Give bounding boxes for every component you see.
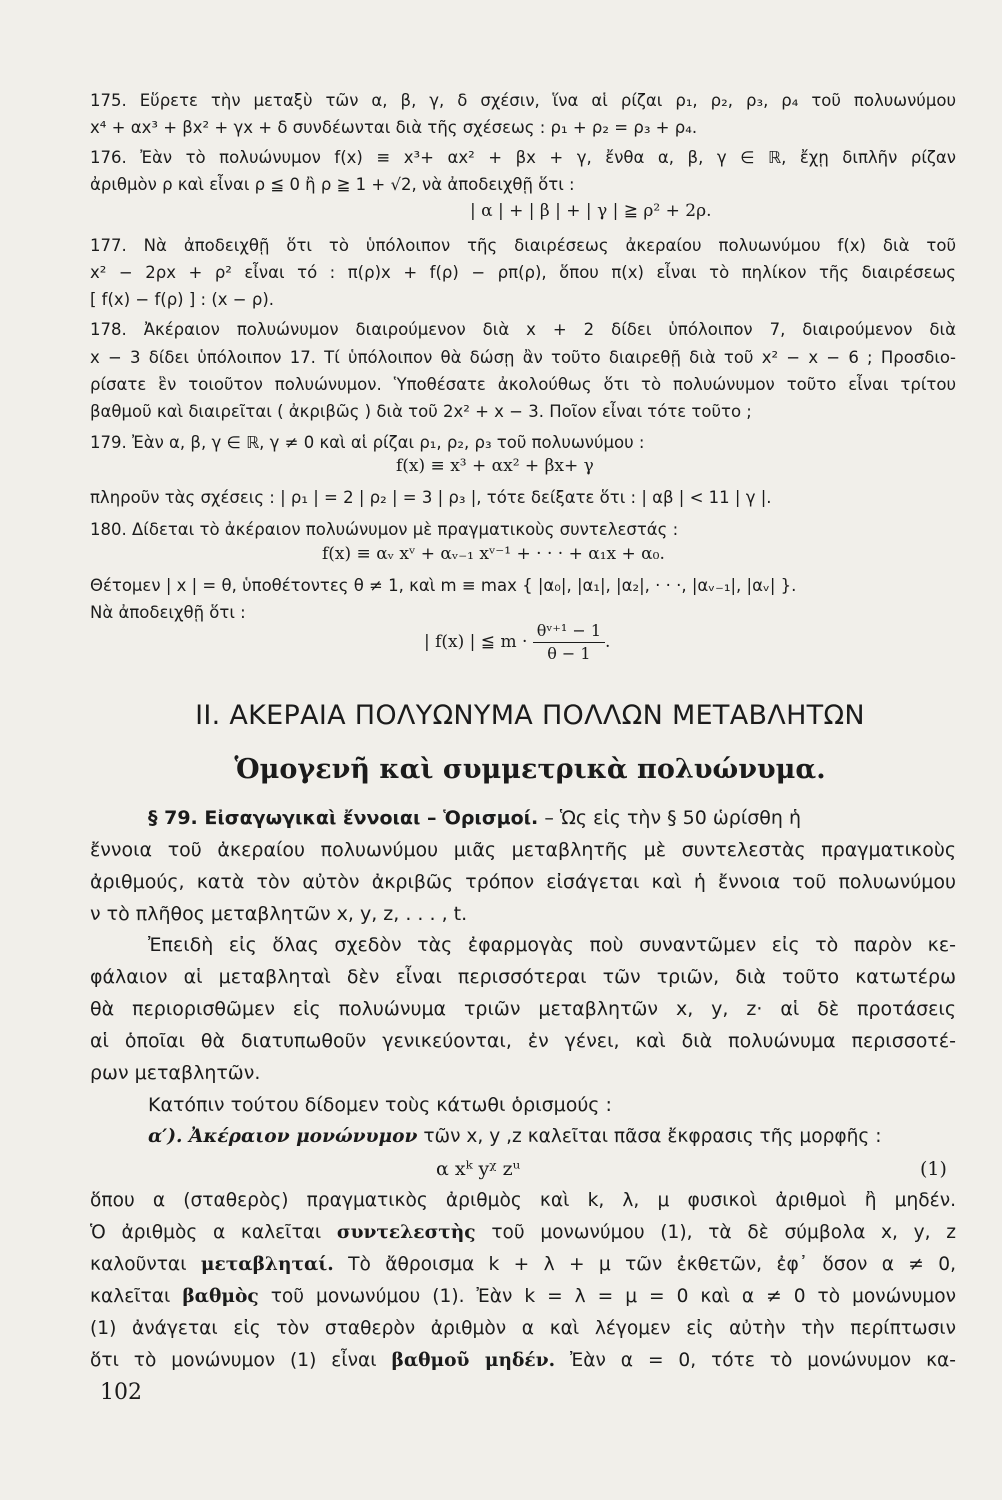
section-79-line-1 xyxy=(148,802,956,834)
definition-line-6 xyxy=(90,1345,956,1377)
section-79-p2-line-5: ρων μεταβλητῶν. xyxy=(90,1062,261,1084)
fraction-denominator: θ − 1 xyxy=(547,644,591,663)
chapter-title: II. ΑΚΕΡΑΙΑ ΠΟΛΥΩΝΥΜΑ ΠΟΛΛΩΝ ΜΕΤΑΒΛΗΤΩΝ xyxy=(195,700,865,731)
problem-178-line-3: ρίσατε ἓν τοιοῦτον πολυώνυμον. Ὑποθέσατε ἀκολούθως ὅτι τὸ πολυώνυμον τοῦτο εἶναι τρίτου xyxy=(90,375,956,394)
definition-line-3a: καλοῦνται xyxy=(90,1254,187,1275)
problem-180-line-2: Θέτομεν | x | = θ, ὑποθέτοντες θ ≠ 1, καὶ m ≡ max { |α₀|, |α₁|, |α₂|, · · ·, |αᵥ₋₁|, |αᵥ| }. xyxy=(90,576,797,595)
problem-178-line-4: βαθμοῦ καὶ διαιρεῖται ( ἀκριβῶς ) διὰ τοῦ 2x² + x − 3. Ποῖον εἶναι τότε τοῦτο ; xyxy=(90,402,752,421)
problem-180-formula: f(x) ≡ αᵥ xᵛ + αᵥ₋₁ xᵛ⁻¹ + · · · + α₁x + α₀. xyxy=(322,544,665,564)
definition-a xyxy=(148,1121,956,1153)
section-79-p2-line-1: Ἐπειδὴ εἰς ὅλας σχεδὸν τὰς ἐφαρμογὰς ποὺ συναντῶμεν εἰς τὸ παρὸν κε- xyxy=(148,934,956,956)
inequality-end: . xyxy=(605,632,611,652)
definition-a-label: α′). Ἀκέραιον μονώνυμον xyxy=(148,1126,418,1147)
term-coefficient: συντελεστὴς xyxy=(336,1222,476,1243)
term-variables: μεταβληταί. xyxy=(200,1254,334,1275)
problem-178-line-2: x − 3 δίδει ὑπόλοιπον 17. Τί ὑπόλοιπον θὰ δώσῃ ἂν τοῦτο διαιρεθῇ διὰ τοῦ x² − x − 6 ; Προσδιο- xyxy=(90,348,956,367)
definition-line-1: ὅπου α (σταθερὸς) πραγματικὸς ἀριθμὸς καὶ k, λ, μ φυσικοὶ ἀριθμοὶ ἢ μηδέν. xyxy=(90,1190,956,1211)
monomial-formula: α xᵏ yᵡ zᵘ xyxy=(436,1158,521,1180)
problem-177-line-3: [ f(x) − f(ρ) ] : (x − ρ). xyxy=(90,290,275,309)
inequality-fraction xyxy=(533,620,605,665)
section-79-p2-line-2: φάλαιον αἱ μεταβληταὶ δὲν εἶναι περισσότεραι τῶν τριῶν, διὰ τοῦτο κατωτέρω xyxy=(90,966,956,988)
problem-176-line-2: ἀριθμὸν ρ καὶ εἶναι ρ ≦ 0 ἢ ρ ≧ 1 + √2, νὰ ἀποδειχθῇ ὅτι : xyxy=(90,175,575,194)
inequality-lhs: | f(x) | ≦ m · xyxy=(424,632,528,652)
section-79-heading: § 79. Εἰσαγωγικαὶ ἔννοιαι – Ὁρισμοί. xyxy=(148,807,539,829)
problem-178-line-1: 178. Ἀκέραιον πολυώνυμον διαιρούμενον διὰ x + 2 δίδει ὑπόλοιπον 7, διαιρούμενον διὰ xyxy=(90,320,956,339)
problem-175-line-2: x⁴ + αx³ + βx² + γx + δ συνδέωνται διὰ τῆς σχέσεως : ρ₁ + ρ₂ = ρ₃ + ρ₄. xyxy=(90,118,698,137)
section-79-line-2: ἔννοια τοῦ ἀκεραίου πολυωνύμου μιᾶς μεταβλητῆς μὲ συντελεστὰς πραγματικοὺς xyxy=(90,839,956,861)
problem-180-inequality xyxy=(424,620,610,665)
section-subtitle: Ὁμογενῆ καὶ συμμετρικὰ πολυώνυμα. xyxy=(234,754,826,785)
page-number: 102 xyxy=(100,1380,142,1405)
problem-179-line-2: πληροῦν τὰς σχέσεις : | ρ₁ | = 2 | ρ₂ | = 3 | ρ₃ |, τότε δείξατε ὅτι : | αβ | < 11 | γ |. xyxy=(90,488,772,507)
definition-line-2a: Ὁ ἀριθμὸς α καλεῖται xyxy=(90,1222,322,1243)
term-degree: βαθμὸς xyxy=(182,1286,259,1307)
equation-number: (1) xyxy=(920,1158,947,1180)
problem-175-line-1: 175. Εὕρετε τὴν μεταξὺ τῶν α, β, γ, δ σχέσιν, ἵνα αἱ ρίζαι ρ₁, ρ₂, ρ₃, ρ₄ τοῦ πολυωνύμου xyxy=(90,91,956,110)
definition-a-text: τῶν x, y ,z καλεῖται πᾶσα ἔκφρασις τῆς μορφῆς : xyxy=(423,1126,882,1147)
problem-176-line-1: 176. Ἐὰν τὸ πολυώνυμον f(x) ≡ x³+ αx² + βx + γ, ἔνθα α, β, γ ∈ ℝ, ἔχῃ διπλῆν ρίζαν xyxy=(90,148,956,167)
section-79-p3: Κατόπιν τούτου δίδομεν τοὺς κάτωθι ὁρισμούς : xyxy=(148,1094,612,1116)
section-79-line-3: ἀριθμούς, κατὰ τὸν αὐτὸν ἀκριβῶς τρόπον εἰσάγεται καὶ ἡ ἔννοια τοῦ πολυωνύμου xyxy=(90,871,956,893)
definition-line-6c: Ἐὰν α = 0, τότε τὸ μονώνυμον κα- xyxy=(570,1350,956,1371)
definition-line-2 xyxy=(90,1217,956,1249)
section-79-p2-line-4: αἱ ὁποῖαι θὰ διατυπωθοῦν γενικεύονται, ἐν γένει, καὶ διὰ πολυώνυμα περισσοτέ- xyxy=(90,1030,956,1052)
term-degree-zero: βαθμοῦ μηδέν. xyxy=(391,1350,556,1371)
definition-line-4c: τοῦ μονωνύμου (1). Ἐὰν k = λ = μ = 0 καὶ α ≠ 0 τὸ μονώνυμον xyxy=(270,1286,957,1307)
problem-179-line-1: 179. Ἐὰν α, β, γ ∈ ℝ, γ ≠ 0 καὶ αἱ ρίζαι ρ₁, ρ₂, ρ₃ τοῦ πολυωνύμου : xyxy=(90,433,645,452)
definition-line-5: (1) ἀνάγεται εἰς τὸν σταθερὸν ἀριθμὸν α καὶ λέγομεν εἰς αὐτὴν τὴν περίπτωσιν xyxy=(90,1318,956,1339)
section-79-line-4: ν τὸ πλῆθος μεταβλητῶν x, y, z, . . . , t. xyxy=(90,903,468,925)
definition-line-4 xyxy=(90,1281,956,1313)
fraction-numerator: θᵛ⁺¹ − 1 xyxy=(533,620,605,643)
section-79-p2-line-3: θὰ περιορισθῶμεν εἰς πολυώνυμα τριῶν μεταβλητῶν x, y, z· αἱ δὲ προτάσεις xyxy=(90,998,956,1020)
definition-line-3 xyxy=(90,1249,956,1281)
problem-179-formula: f(x) ≡ x³ + αx² + βx+ γ xyxy=(396,456,594,476)
problem-177-line-1: 177. Νὰ ἀποδειχθῇ ὅτι τὸ ὑπόλοιπον τῆς διαιρέσεως ἀκεραίου πολυωνύμου f(x) διὰ τοῦ xyxy=(90,236,956,255)
definition-line-6a: ὅτι τὸ μονώνυμον (1) εἶναι xyxy=(90,1350,377,1371)
definition-line-4a: καλεῖται xyxy=(90,1286,171,1307)
problem-180-line-1: 180. Δίδεται τὸ ἀκέραιον πολυώνυμον μὲ πραγματικοὺς συντελεστάς : xyxy=(90,520,679,539)
problem-177-line-2: x² − 2ρx + ρ² εἶναι τό : π(ρ)x + f(ρ) − ρπ(ρ), ὅπου π(x) εἶναι τὸ πηλίκον τῆς διαιρέσεως xyxy=(90,263,956,282)
definition-line-2c: τοῦ μονωνύμου (1), τὰ δὲ σύμβολα x, y, z xyxy=(491,1222,956,1243)
problem-180-line-3: Νὰ ἀποδειχθῇ ὅτι : xyxy=(90,603,246,622)
definition-line-3c: Τὸ ἄθροισμα k + λ + μ τῶν ἐκθετῶν, ἐφ᾽ ὅσον α ≠ 0, xyxy=(348,1254,956,1275)
section-79-intro: – Ὡς εἰς τὴν § 50 ὡρίσθη ἡ xyxy=(544,807,802,829)
problem-176-formula: | α | + | β | + | γ | ≧ ρ² + 2ρ. xyxy=(470,201,712,221)
